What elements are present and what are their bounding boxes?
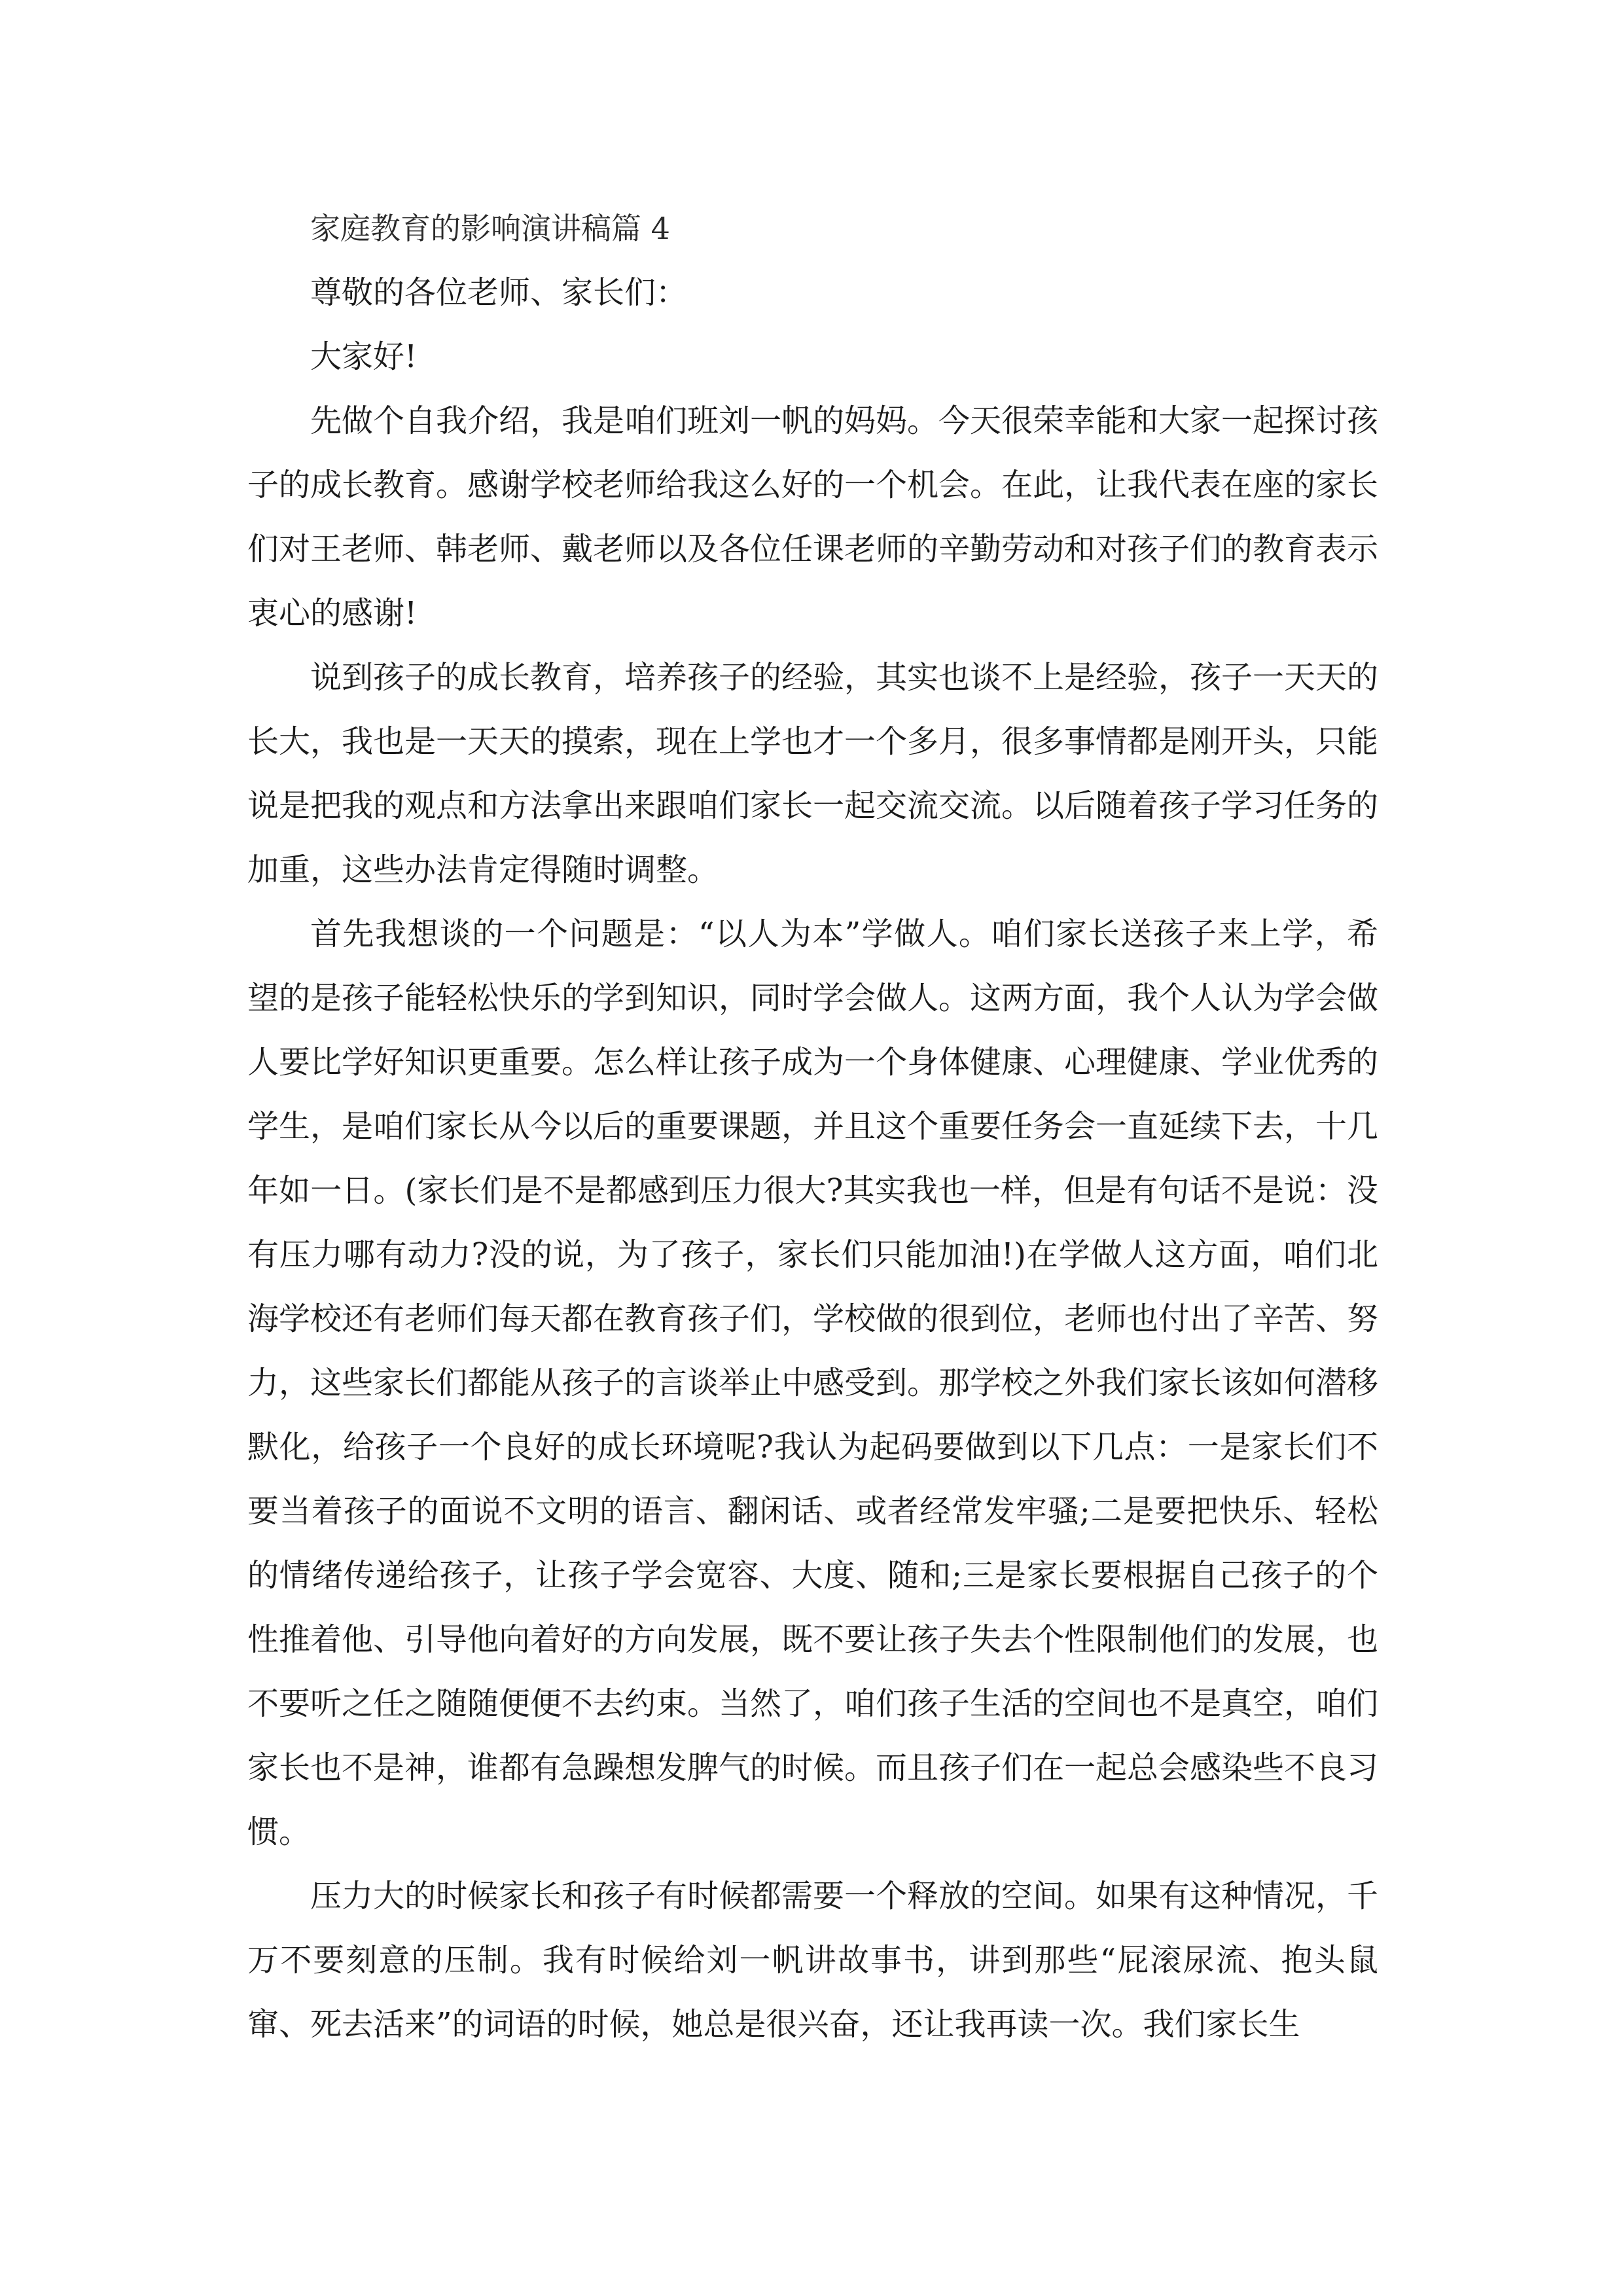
paragraph-intro: 先做个自我介绍，我是咱们班刘一帆的妈妈。今天很荣幸能和大家一起探讨孩子的成长教育。感谢学校老师给我这么好的一个机会。在此，让我代表在座的家长们对王老师、韩老师、戴老师以及各位任课老师的辛勤劳动和对孩子们的教育表示衷心的感谢! — [247, 403, 1379, 632]
salutation: 尊敬的各位老师、家长们： — [310, 274, 688, 311]
paragraph-pressure: 压力大的时候家长和孩子有时候都需要一个释放的空间。如果有这种情况，千万不要刻意的压制。我有时候给刘一帆讲故事书，讲到那些“屁滚尿流、抱头鼠窜、死去活来”的词语的时候，她总是很兴奋，还让我再读一次。我们家长生 — [247, 1878, 1379, 2043]
greeting: 大家好! — [310, 338, 418, 375]
paragraph-experience: 说到孩子的成长教育，培养孩子的经验，其实也谈不上是经验，孩子一天天的长大，我也是一天天的摸索，现在上学也才一个多月，很多事情都是刚开头，只能说是把我的观点和方法拿出来跟咱们家长一起交流交流。以后随着孩子学习任务的加重，这些办法肯定得随时调整。 — [247, 659, 1379, 888]
paragraph-learn-to-be-human: 首先我想谈的一个问题是：“以人为本”学做人。咱们家长送孩子来上学，希望的是孩子能轻松快乐的学到知识，同时学会做人。这两方面，我个人认为学会做人要比学好知识更重要。怎么样让孩子成为一个身体健康、心理健康、学业优秀的学生，是咱们家长从今以后的重要课题，并且这个重要任务会一直延续下去，十几年如一日。(家长们是不是都感到压力很大?其实我也一样，但是有句话不是说：没有压力哪有动力?没的说，为了孩子，家长们只能加油!)在学做人这方面，咱们北海学校还有老师们每天都在教育孩子们，学校做的很到位，老师也付出了辛苦、努力，这些家长们都能从孩子的言谈举止中感受到。那学校之外我们家长该如何潜移默化，给孩子一个良好的成长环境呢?我认为起码要做到以下几点：一是家长们不要当着孩子的面说不文明的语言、翻闲话、或者经常发牢骚;二是要把快乐、轻松的情绪传递给孩子，让孩子学会宽容、大度、随和;三是家长要根据自己孩子的个性推着他、引导他向着好的方向发展，既不要让孩子失去个性限制他们的发展，也不要听之任之随随便便不去约束。当然了，咱们孩子生活的空间也不是真空，咱们家长也不是神，谁都有急躁想发脾气的时候。而且孩子们在一起总会感染些不良习惯。 — [247, 916, 1379, 1850]
document-body — [247, 196, 1378, 2056]
document-title: 家庭教育的影响演讲稿篇 4 — [310, 211, 670, 246]
